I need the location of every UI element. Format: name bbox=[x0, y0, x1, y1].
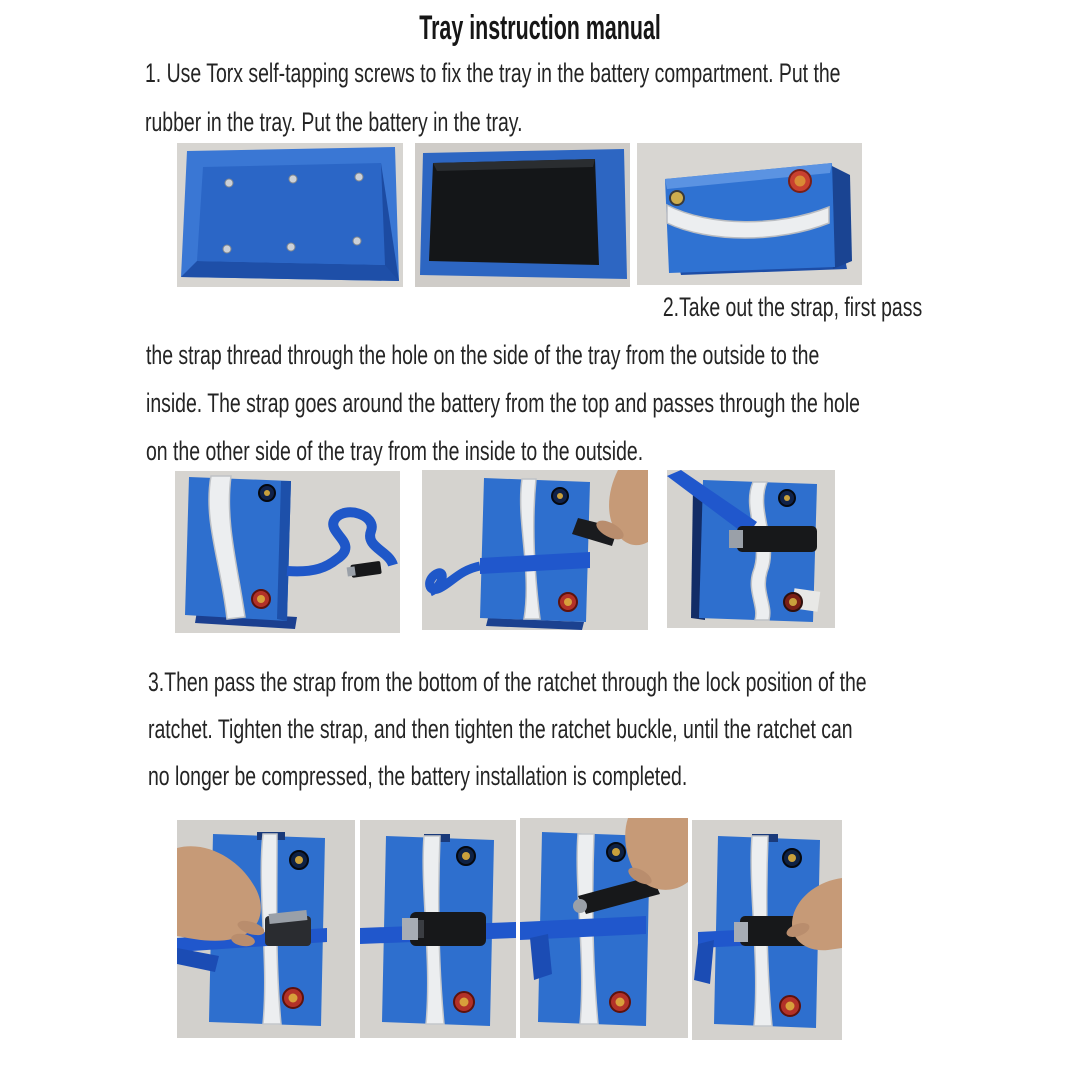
step3-line-1: 3.Then pass the strap from the bottom of the ratchet through the lock position of the bbox=[148, 667, 867, 697]
bottom-terminal-cap bbox=[252, 590, 270, 608]
hand-threading-ratchet-illustration bbox=[177, 820, 355, 1038]
bottom-terminal-cap bbox=[283, 988, 303, 1008]
bottom-terminal-cap bbox=[784, 593, 802, 611]
page-title: Tray instruction manual bbox=[419, 9, 661, 47]
photo-step2-strap-other-side bbox=[667, 470, 835, 628]
top-terminal-cap bbox=[259, 485, 275, 501]
red-sticker bbox=[789, 170, 811, 192]
bottom-terminal-cap bbox=[780, 996, 800, 1016]
step3-line-2: ratchet. Tighten the strap, and then tighten the ratchet buckle, until the ratchet can bbox=[148, 714, 853, 744]
top-terminal-cap bbox=[779, 490, 795, 506]
photo-step3-tighten-lever bbox=[520, 818, 688, 1038]
step2-line-3: on the other side of the tray from the inside to the outside. bbox=[146, 436, 644, 466]
photo-step2-strap-over-battery bbox=[422, 470, 648, 630]
bottom-terminal-cap bbox=[559, 593, 577, 611]
step2-line-1: the strap thread through the hole on the side of the tray from the outside to the bbox=[146, 340, 820, 370]
photo-step3-compressed bbox=[692, 820, 842, 1040]
photo-step1-rubber-mat bbox=[415, 143, 630, 287]
photo-step2-strap-through-hole bbox=[175, 471, 400, 633]
step1-line-1: 1. Use Torx self-tapping screws to fix the tray in the battery compartment. Put the bbox=[145, 58, 841, 88]
ratchet-hinge bbox=[573, 899, 587, 913]
ratchet-on-battery-illustration bbox=[667, 470, 835, 628]
empty-tray-illustration bbox=[177, 143, 403, 287]
step1-line-2: rubber in the tray. Put the battery in the tray. bbox=[145, 107, 523, 137]
ratchet-buckle bbox=[265, 910, 311, 946]
top-terminal-cap bbox=[783, 849, 801, 867]
top-terminal-cap bbox=[552, 488, 568, 504]
hand-lifting-lever-illustration bbox=[520, 818, 688, 1038]
top-terminal-cap bbox=[457, 847, 475, 865]
step3-line-3: no longer be compressed, the battery installation is completed. bbox=[148, 761, 688, 791]
ratchet-threaded-illustration bbox=[360, 820, 516, 1038]
ratchet-buckle bbox=[729, 526, 817, 552]
rubber-mat-illustration bbox=[415, 143, 630, 287]
top-terminal-cap bbox=[607, 843, 625, 861]
step2-line-2: inside. The strap goes around the battery from the top and passes through the hole bbox=[146, 388, 860, 418]
photo-step1-empty-tray bbox=[177, 143, 403, 287]
step2-lead-line: 2.Take out the strap, first pass bbox=[662, 292, 922, 322]
bottom-terminal-cap bbox=[610, 992, 630, 1012]
battery-with-handle-illustration bbox=[637, 143, 862, 285]
photo-step3-strap-threaded bbox=[360, 820, 516, 1038]
top-terminal-cap bbox=[290, 851, 308, 869]
rubber-mat bbox=[429, 159, 599, 265]
terminal bbox=[670, 191, 684, 205]
hand-pulling-strap-illustration bbox=[422, 470, 648, 630]
photo-step3-pass-strap bbox=[177, 820, 355, 1038]
bottom-terminal-cap bbox=[454, 992, 474, 1012]
ratchet-buckle bbox=[402, 912, 486, 946]
strap-beside-battery-illustration bbox=[175, 471, 400, 633]
ratchet-compressed-illustration bbox=[692, 820, 842, 1040]
photo-step1-battery-in-tray bbox=[637, 143, 862, 285]
